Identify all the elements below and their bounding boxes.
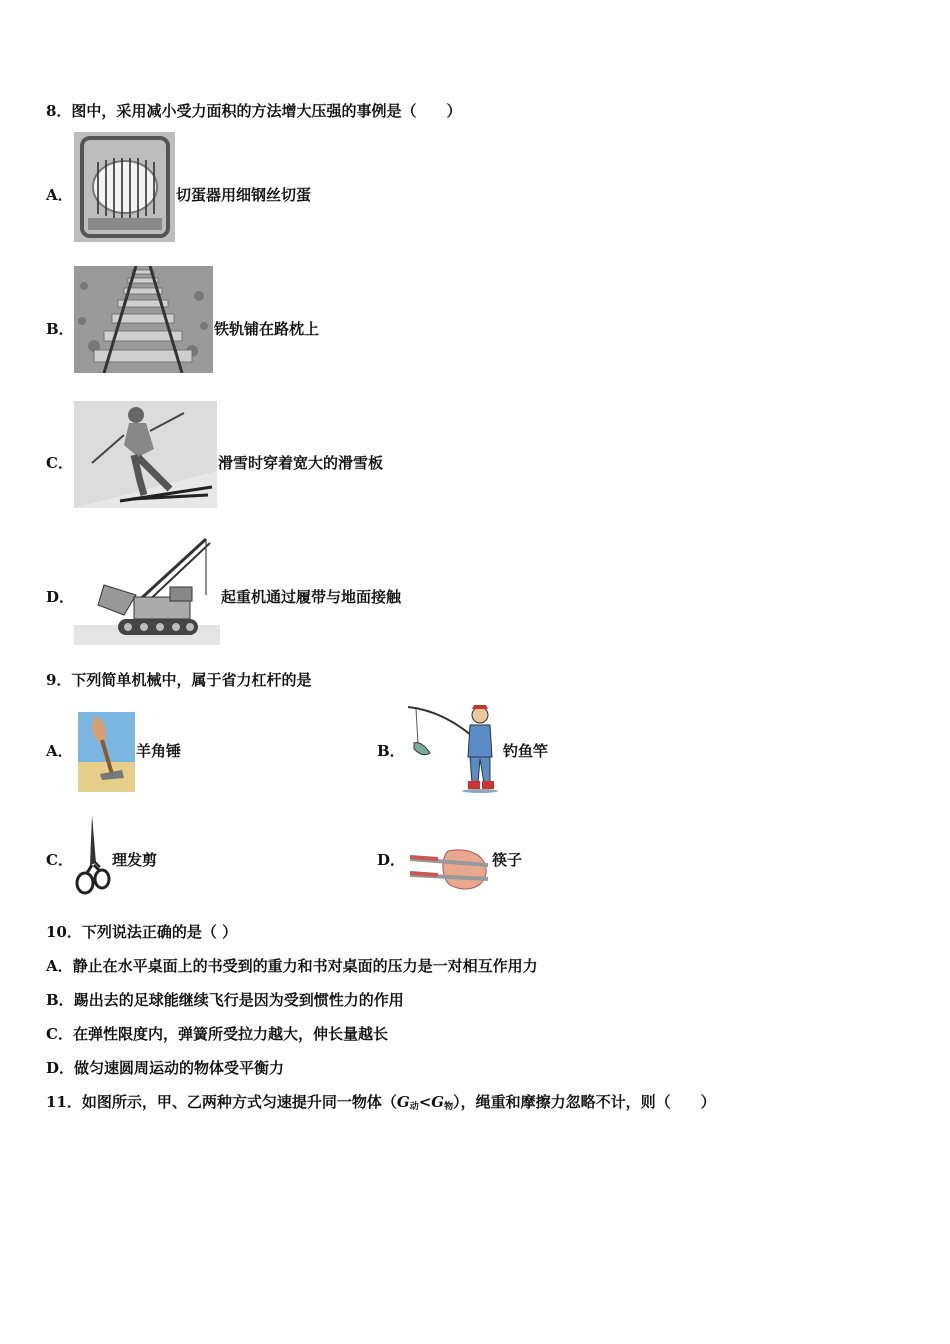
chopsticks-image <box>408 845 490 895</box>
q9-option-a-label: A． <box>46 742 73 760</box>
q9-stem: 9．下列简单机械中，属于省力杠杆的是 <box>46 671 312 689</box>
q8-option-c-label: C． <box>46 454 73 472</box>
q8-option-d-text: 起重机通过履带与地面接触 <box>221 588 402 606</box>
q8-option-b-text: 铁轨铺在路枕上 <box>214 320 320 338</box>
q8-stem: 8．图中，采用减小受力面积的方法增大压强的事例是（ ） <box>46 102 462 120</box>
scissors-image <box>74 813 112 900</box>
q11-stem: 11．如图所示，甲、乙两种方式匀速提升同一物体$(G_动<G_物)$，绳重和摩擦力忽略不计，则（ ） <box>46 1093 716 1112</box>
q10-option-a: A．静止在水平桌面上的书受到的重力和书对桌面的压力是一对相互作用力 <box>46 957 538 975</box>
q9-option-c-text: 理发剪 <box>112 851 158 869</box>
q8-option-a-label: A． <box>46 186 73 204</box>
crane-image <box>74 535 220 645</box>
q10-option-d: D．做匀速圆周运动的物体受平衡力 <box>46 1059 285 1077</box>
skier-image <box>74 401 217 508</box>
q9-option-c-label: C． <box>46 851 73 869</box>
q8-option-b-label: B． <box>46 320 74 338</box>
q9-option-b-text: 钓鱼竿 <box>503 742 549 760</box>
q9-option-d-text: 筷子 <box>492 851 523 869</box>
q9-option-a-text: 羊角锤 <box>136 742 182 760</box>
fishing-rod-image <box>406 703 500 793</box>
q10-option-b: B．踢出去的足球能继续飞行是因为受到惯性力的作用 <box>46 991 404 1009</box>
q8-option-d-label: D． <box>46 588 75 606</box>
q8-option-a-text: 切蛋器用细钢丝切蛋 <box>176 186 312 204</box>
q10-stem: 10．下列说法正确的是（ ） <box>46 923 238 941</box>
q9-option-d-label: D． <box>377 851 406 869</box>
claw-hammer-image <box>78 712 135 792</box>
q9-option-b-label: B． <box>377 742 405 760</box>
q10-option-c: C．在弹性限度内，弹簧所受拉力越大，伸长量越长 <box>46 1025 388 1043</box>
q8-option-c-text: 滑雪时穿着宽大的滑雪板 <box>218 454 384 472</box>
railway-track-image <box>74 266 213 373</box>
egg-slicer-image <box>74 132 175 242</box>
